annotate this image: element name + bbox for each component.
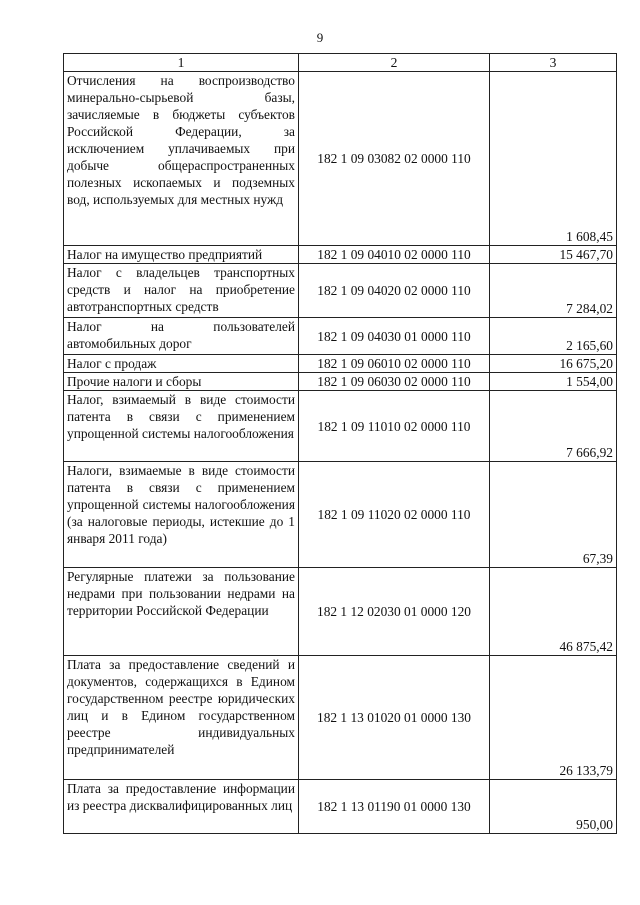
table-row [64,72,617,246]
budget-code: 182 1 09 04010 02 0000 110 [299,246,490,264]
budget-code: 182 1 13 01190 01 0000 130 [299,780,490,834]
revenue-name: Налог с владельцев транспортных средств и налог на приобретение автотранспортных средств [64,264,299,318]
amount: 15 467,70 [490,246,617,264]
amount: 46 875,42 [490,568,617,656]
column-header: 2 [299,54,490,72]
table-row [64,264,617,318]
amount: 1 554,00 [490,373,617,391]
revenue-name: Прочие налоги и сборы [64,373,299,391]
table-row [64,568,617,656]
amount: 7 666,92 [490,391,617,462]
table-row [64,391,617,462]
page-number: 9 [316,30,324,45]
amount: 1 608,45 [490,72,617,246]
budget-code: 182 1 12 02030 01 0000 120 [299,568,490,656]
budget-code: 182 1 09 04020 02 0000 110 [299,264,490,318]
revenue-name: Налоги, взимаемые в виде стоимости патента в связи с применением упрощенной системы налогообложения (за налоговые периоды, истекшие до 1 января 2011 года) [64,462,299,568]
table-row [64,656,617,780]
budget-code: 182 1 09 06010 02 0000 110 [299,355,490,373]
revenue-name: Налог, взимаемый в виде стоимости патента в связи с применением упрощенной системы налогообложения [64,391,299,462]
revenue-name: Плата за предоставление информации из реестра дисквалифицированных лиц [64,780,299,834]
revenue-name: Плата за предоставление сведений и документов, содержащихся в Едином государственном реестре юридических лиц и в Едином государственном реестре индивидуальных предпринимателей [64,656,299,780]
amount: 950,00 [490,780,617,834]
amount: 67,39 [490,462,617,568]
revenue-name: Налог на имущество предприятий [64,246,299,264]
table-row [64,462,617,568]
revenue-name: Налог на пользователей автомобильных дорог [64,318,299,355]
amount: 26 133,79 [490,656,617,780]
column-header: 3 [490,54,617,72]
table-header-row [64,54,617,72]
table-row [64,246,617,264]
revenue-name: Налог с продаж [64,355,299,373]
table-row [64,373,617,391]
revenue-table [63,53,617,834]
budget-code: 182 1 13 01020 01 0000 130 [299,656,490,780]
budget-code: 182 1 09 03082 02 0000 110 [299,72,490,246]
table-row [64,318,617,355]
budget-code: 182 1 09 06030 02 0000 110 [299,373,490,391]
budget-code: 182 1 09 04030 01 0000 110 [299,318,490,355]
table-row [64,355,617,373]
amount: 7 284,02 [490,264,617,318]
revenue-name: Регулярные платежи за пользование недрами при пользовании недрами на территории Российской Федерации [64,568,299,656]
budget-code: 182 1 09 11020 02 0000 110 [299,462,490,568]
revenue-name: Отчисления на воспроизводство минерально-сырьевой базы, зачисляемые в бюджеты субъектов Российской Федерации, за исключением уплачиваемых при добыче общераспространенных полезных ископаемых и подземных вод, используемых для местных нужд [64,72,299,246]
budget-code: 182 1 09 11010 02 0000 110 [299,391,490,462]
column-header: 1 [64,54,299,72]
amount: 2 165,60 [490,318,617,355]
table-row [64,780,617,834]
amount: 16 675,20 [490,355,617,373]
